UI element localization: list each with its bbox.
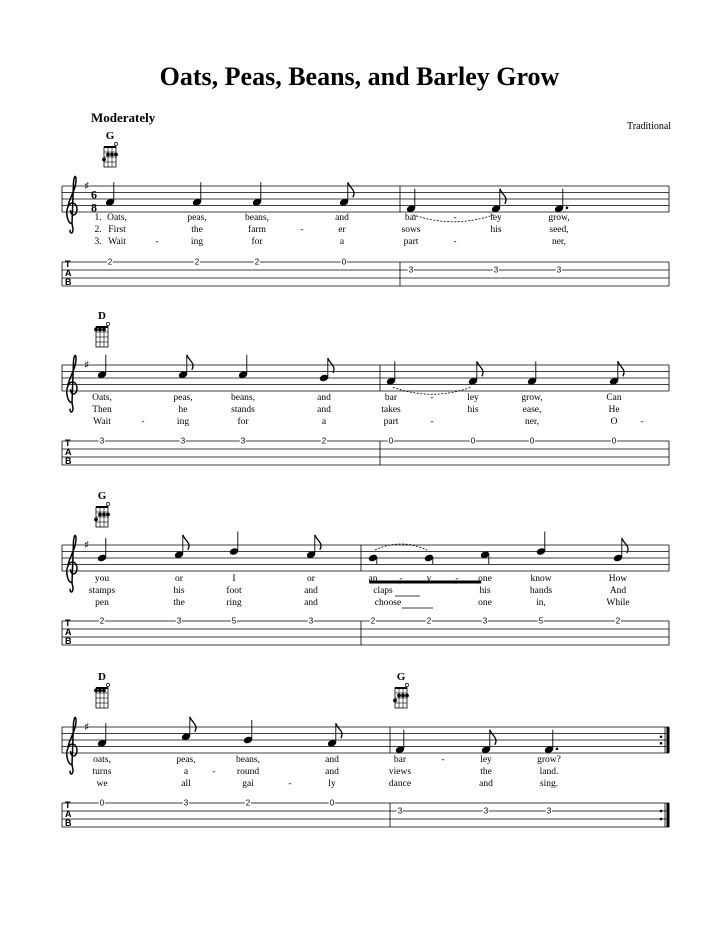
lyric-syllable: - <box>430 393 434 403</box>
time-signature-bottom: 8 <box>91 200 97 215</box>
lyric-syllable: First <box>108 225 126 235</box>
lyric-syllable: he <box>178 405 188 415</box>
lyric-syllable: Oats, <box>107 213 127 223</box>
lyric-syllable: seed, <box>549 225 569 235</box>
lyric-syllable: and <box>304 586 318 596</box>
lyric-syllable: 3. <box>94 237 102 247</box>
lyric-syllable: for <box>251 237 263 247</box>
tab-label-letter: A <box>65 627 72 637</box>
lyric-syllable: beans, <box>235 755 261 765</box>
lyric-syllable: While <box>606 598 630 608</box>
key-signature-sharp: ♯ <box>84 720 90 734</box>
tab-fret-number: 2 <box>107 257 113 267</box>
lyric-syllable: for <box>237 417 249 427</box>
lyric-syllable: 2. <box>94 225 102 235</box>
lyric-syllable: ease, <box>522 405 542 415</box>
tab-repeat-dot <box>660 810 663 813</box>
lyric-syllable: sing. <box>539 779 559 789</box>
tab-fret-number: 5 <box>538 616 544 626</box>
lyric-syllable: bar <box>393 755 407 765</box>
D-chord-diagram <box>94 322 110 347</box>
lyric-syllable: and <box>304 598 318 608</box>
lyric-syllable: gai <box>242 779 254 789</box>
tab-label-letter: B <box>65 818 72 828</box>
lyric-syllable: Oats, <box>92 393 112 403</box>
lyric-syllable: and <box>317 393 331 403</box>
lyric-syllable: beans, <box>230 393 256 403</box>
lyric-syllable: round <box>236 767 260 777</box>
lyric-syllable: ner, <box>551 237 567 247</box>
G-chord-diagram <box>94 502 110 527</box>
lyric-syllable: I <box>232 574 236 584</box>
chord-name-D: D <box>98 671 106 683</box>
note-flag <box>190 717 196 732</box>
lyric-syllable: - <box>288 779 292 789</box>
lyric-syllable: and <box>325 767 339 777</box>
tab-label-letter: T <box>65 438 71 448</box>
lyric-syllable: a <box>339 237 345 247</box>
G-chord-diagram <box>102 142 118 167</box>
lyric-syllable: dance <box>388 779 412 789</box>
lyric-syllable: his <box>467 405 479 415</box>
lyric-syllable: ley <box>490 213 502 223</box>
tab-fret-number: 3 <box>240 436 246 446</box>
lyric-syllable: hands <box>529 586 553 596</box>
lyric-syllable: How <box>608 574 628 584</box>
tab-fret-number: 3 <box>493 265 499 275</box>
tab-fret-number: 2 <box>254 257 260 267</box>
tab-fret-number: 0 <box>388 436 394 446</box>
lyric-syllable: peas, <box>187 213 207 223</box>
lyric-syllable: or <box>175 574 183 584</box>
lyric-syllable: - <box>399 574 403 584</box>
chord-name-G: G <box>105 130 115 142</box>
tab-fret-number: 2 <box>194 257 200 267</box>
lyric-syllable: stands <box>231 405 255 415</box>
tab-fret-number: 0 <box>341 257 347 267</box>
lyric-syllable: ing <box>190 237 204 247</box>
lyric-syllable: - <box>640 417 644 427</box>
tab-fret-number: 3 <box>180 436 186 446</box>
lyric-syllable: one <box>478 598 492 608</box>
lyric-syllable: ley <box>480 755 492 765</box>
tab-label-letter: B <box>65 277 72 287</box>
note-flag <box>348 182 354 197</box>
note-flag <box>477 361 483 376</box>
note-flag <box>618 361 624 376</box>
lyric-syllable: Wait <box>108 237 126 247</box>
repeat-dot <box>660 742 663 745</box>
lyric-syllable: turns <box>92 767 112 777</box>
lyric-syllable: grow, <box>548 213 570 223</box>
lyric-syllable: oats, <box>93 755 111 765</box>
lyric-syllable: claps <box>373 586 393 596</box>
lyric-syllable: the <box>173 598 185 608</box>
tab-fret-number: 3 <box>397 806 403 816</box>
lyric-syllable: ner, <box>524 417 540 427</box>
lyric-syllable: farm <box>248 225 266 235</box>
tab-label-letter: B <box>65 456 72 466</box>
lyric-syllable: land. <box>539 767 559 777</box>
tab-fret-number: 2 <box>99 616 105 626</box>
lyric-syllable: Can <box>606 393 622 403</box>
lyric-syllable: bar <box>404 213 418 223</box>
chord-name-G: G <box>97 490 107 502</box>
note-dot <box>556 747 559 750</box>
tab-fret-number: 3 <box>99 436 105 446</box>
treble-clef <box>67 717 77 774</box>
treble-clef <box>67 355 77 412</box>
lyric-syllable: - <box>455 574 459 584</box>
lyric-syllable: know <box>530 574 552 584</box>
tab-fret-number: 3 <box>482 616 488 626</box>
lyric-syllable: bar <box>384 393 398 403</box>
tab-label-letter: T <box>65 259 71 269</box>
tab-fret-number: 0 <box>470 436 476 446</box>
lyric-syllable: ing <box>176 417 190 427</box>
chord-name-D: D <box>98 310 106 322</box>
note-dot <box>566 206 569 209</box>
tab-repeat-dot <box>660 818 663 821</box>
lyric-syllable: - <box>155 237 159 247</box>
song-title: Oats, Peas, Beans, and Barley Grow <box>159 62 560 91</box>
D-chord-diagram <box>94 683 110 708</box>
tab-fret-number: 3 <box>308 616 314 626</box>
note-flag <box>500 189 506 204</box>
tab-label-letter: B <box>65 636 72 646</box>
lyric-syllable: and <box>325 755 339 765</box>
note-flag <box>328 358 334 373</box>
note-flag <box>622 538 628 553</box>
lyric-syllable: one <box>478 574 492 584</box>
lyric-syllable: we <box>96 779 108 789</box>
lyric-syllable: - <box>300 225 304 235</box>
lyric-syllable: or <box>307 574 315 584</box>
tab-label-letter: T <box>65 800 71 810</box>
tab-fret-number: 0 <box>329 798 335 808</box>
composer-credit: Traditional <box>627 121 672 132</box>
lyric-syllable: O <box>610 417 618 427</box>
lyric-syllable: in, <box>536 598 546 608</box>
lyric-syllable: - <box>453 237 457 247</box>
lyric-syllable: foot <box>226 586 242 596</box>
lyric-syllable: ly <box>328 779 336 789</box>
tab-fret-number: 3 <box>183 798 189 808</box>
lyric-syllable: Then <box>92 405 112 415</box>
lyric-syllable: a <box>321 417 327 427</box>
tab-label-letter: A <box>65 268 72 278</box>
lyric-syllable: peas, <box>173 393 193 403</box>
lyric-syllable: an <box>368 574 378 584</box>
note-flag <box>490 730 496 745</box>
lyric-syllable: grow, <box>521 393 543 403</box>
lyric-syllable: ring <box>226 598 242 608</box>
lyric-syllable: y <box>426 574 432 584</box>
lyric-syllable: his <box>173 586 185 596</box>
lyric-syllable: beans, <box>244 213 270 223</box>
lyric-syllable: He <box>608 405 620 415</box>
tab-fret-number: 3 <box>483 806 489 816</box>
lyric-syllable: peas, <box>176 755 196 765</box>
note-flag <box>183 535 189 550</box>
lyric-syllable: choose <box>374 598 402 608</box>
lyric-syllable: - <box>141 417 145 427</box>
lyric-syllable: part <box>383 417 399 427</box>
tab-fret-number: 3 <box>176 616 182 626</box>
lyric-syllable: his <box>479 586 491 596</box>
tab-fret-number: 3 <box>408 265 414 275</box>
lyric-syllable: all <box>181 779 191 789</box>
lyric-syllable: his <box>490 225 502 235</box>
tab-fret-number: 2 <box>615 616 621 626</box>
chord-name-G: G <box>396 671 406 683</box>
lyric-syllable: stamps <box>88 586 116 596</box>
key-signature-sharp: ♯ <box>84 179 90 193</box>
lyric-syllable: part <box>403 237 419 247</box>
key-signature-sharp: ♯ <box>84 538 90 552</box>
tab-fret-number: 2 <box>245 798 251 808</box>
lyric-syllable: ley <box>467 393 479 403</box>
lyric-syllable: - <box>453 213 457 223</box>
tab-fret-number: 0 <box>529 436 535 446</box>
note-flag <box>336 723 342 738</box>
note-flag <box>187 355 193 370</box>
treble-clef <box>67 176 77 233</box>
tab-fret-number: 3 <box>556 265 562 275</box>
lyric-syllable: takes <box>381 405 401 415</box>
lyric-syllable: and <box>335 213 349 223</box>
tempo-marking: Moderately <box>91 110 156 125</box>
lyric-syllable: And <box>609 586 627 596</box>
G-chord-diagram <box>393 683 409 708</box>
note-flag <box>315 535 321 550</box>
lyric-syllable: and <box>479 779 493 789</box>
tab-fret-number: 2 <box>321 436 327 446</box>
tab-label-letter: T <box>65 618 71 628</box>
lyric-syllable: Wait <box>93 417 111 427</box>
tab-fret-number: 2 <box>426 616 432 626</box>
lyric-syllable: sows <box>401 225 421 235</box>
lyric-syllable: pen <box>95 598 109 608</box>
lyric-syllable: - <box>212 767 216 777</box>
tab-fret-number: 3 <box>546 806 552 816</box>
tab-label-letter: A <box>65 809 72 819</box>
lyric-syllable: 1. <box>94 213 102 223</box>
lyric-syllable: - <box>430 417 434 427</box>
key-signature-sharp: ♯ <box>84 358 90 372</box>
time-signature-top: 6 <box>91 187 97 202</box>
lyric-syllable: views <box>388 767 412 777</box>
lyric-syllable: and <box>317 405 331 415</box>
lyric-syllable: er <box>338 225 346 235</box>
tab-fret-number: 0 <box>99 798 105 808</box>
tab-fret-number: 2 <box>370 616 376 626</box>
tab-fret-number: 5 <box>231 616 237 626</box>
lyric-syllable: grow? <box>537 755 561 765</box>
lyric-syllable: the <box>191 225 203 235</box>
lyric-syllable: a <box>183 767 189 777</box>
repeat-dot <box>660 735 663 738</box>
lyric-syllable: - <box>441 755 445 765</box>
tab-label-letter: A <box>65 447 72 457</box>
treble-clef <box>67 535 77 592</box>
lyric-syllable: the <box>480 767 492 777</box>
tab-fret-number: 0 <box>611 436 617 446</box>
lyric-syllable: you <box>94 574 110 584</box>
